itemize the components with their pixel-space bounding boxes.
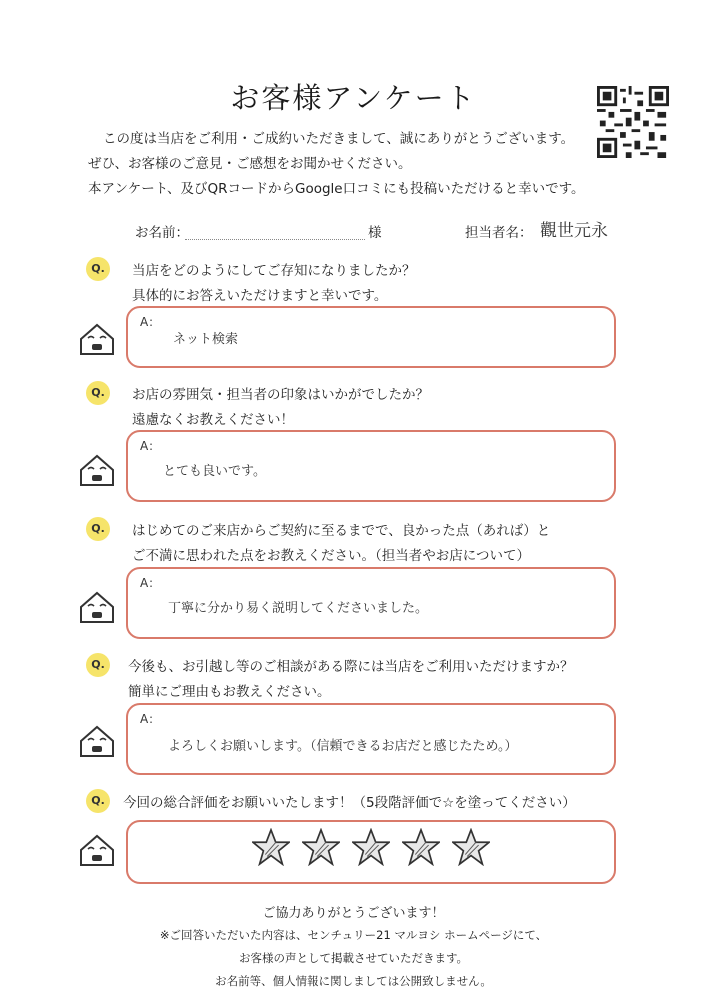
note-line-2: お客様の声として掲載させていただきます。 bbox=[238, 951, 469, 965]
question-5-line-1: 今回の総合評価をお願いいたします！（5段階評価で☆を塗ってください） bbox=[123, 795, 576, 811]
answer-label: A： bbox=[140, 439, 161, 453]
intro-line-3: 本アンケート、及びQRコードからGoogle口コミにも投稿いただけると幸いです。 bbox=[88, 181, 585, 197]
question-2-line-2: 遠慮なくお教えください！ bbox=[132, 412, 294, 428]
question-1-line-1: 当店をどのようにしてご存知になりましたか？ bbox=[132, 263, 416, 279]
star-rating[interactable] bbox=[128, 828, 614, 866]
thanks-message: ご協力ありがとうございます！ bbox=[262, 906, 445, 921]
star-icon[interactable] bbox=[452, 828, 490, 866]
rating-box bbox=[126, 820, 616, 884]
face-icon bbox=[77, 452, 117, 488]
note-line-1: ※ご回答いただいた内容は、センチュリー21 マルヨシ ホームページにて、 bbox=[159, 928, 548, 942]
question-4-line-2: 簡単にご理由もお教えください。 bbox=[128, 684, 331, 700]
question-1-line-2: 具体的にお答えいただけますと幸いです。 bbox=[132, 288, 388, 304]
name-line bbox=[185, 239, 365, 240]
answer-box-4 bbox=[126, 703, 616, 775]
question-badge: Q. bbox=[86, 789, 110, 813]
staff-name: 觀世元永 bbox=[540, 221, 608, 241]
star-icon[interactable] bbox=[252, 828, 290, 866]
qr-code bbox=[597, 86, 669, 158]
question-2-line-1: お店の雰囲気・担当者の印象はいかがでしたか？ bbox=[132, 387, 429, 403]
face-icon bbox=[77, 321, 117, 357]
staff-label: 担当者名： bbox=[465, 225, 533, 241]
answer-box-3 bbox=[126, 567, 616, 639]
question-badge: Q. bbox=[86, 381, 110, 405]
answer-label: A： bbox=[140, 712, 161, 726]
face-icon bbox=[77, 832, 117, 868]
answer-label: A： bbox=[140, 576, 161, 590]
question-3-line-2: ご不満に思われた点をお教えください。（担当者やお店について） bbox=[132, 548, 530, 564]
note-line-3: お名前等、個人情報に関しましては公開致しません。 bbox=[215, 974, 492, 988]
answer-2: とても良いです。 bbox=[163, 464, 266, 479]
question-badge: Q. bbox=[86, 257, 110, 281]
answer-4: よろしくお願いします。（信頼できるお店だと感じたため。） bbox=[168, 739, 518, 754]
question-3-line-1: はじめてのご来店からご契約に至るまでで、良かった点（あれば）と bbox=[132, 523, 551, 539]
question-4-line-1: 今後も、お引越し等のご相談がある際には当店をご利用いただけますか？ bbox=[128, 659, 574, 675]
answer-3: 丁寧に分かり易く説明してくださいました。 bbox=[168, 601, 429, 616]
star-icon[interactable] bbox=[352, 828, 390, 866]
answer-label: A： bbox=[140, 315, 161, 329]
question-badge: Q. bbox=[86, 653, 110, 677]
answer-1: ネット検索 bbox=[173, 332, 239, 347]
answer-box-1 bbox=[126, 306, 616, 368]
question-badge: Q. bbox=[86, 517, 110, 541]
intro-line-1: この度は当店をご利用・ご成約いただきまして、誠にありがとうございます。 bbox=[103, 131, 575, 147]
name-suffix: 様 bbox=[368, 225, 382, 241]
star-icon[interactable] bbox=[402, 828, 440, 866]
star-icon[interactable] bbox=[302, 828, 340, 866]
face-icon bbox=[77, 589, 117, 625]
answer-box-2 bbox=[126, 430, 616, 502]
face-icon bbox=[77, 723, 117, 759]
page-title: お客様アンケート bbox=[230, 81, 477, 115]
intro-line-2: ぜひ、お客様のご意見・ご感想をお聞かせください。 bbox=[88, 156, 412, 172]
name-label: お名前： bbox=[135, 225, 189, 241]
